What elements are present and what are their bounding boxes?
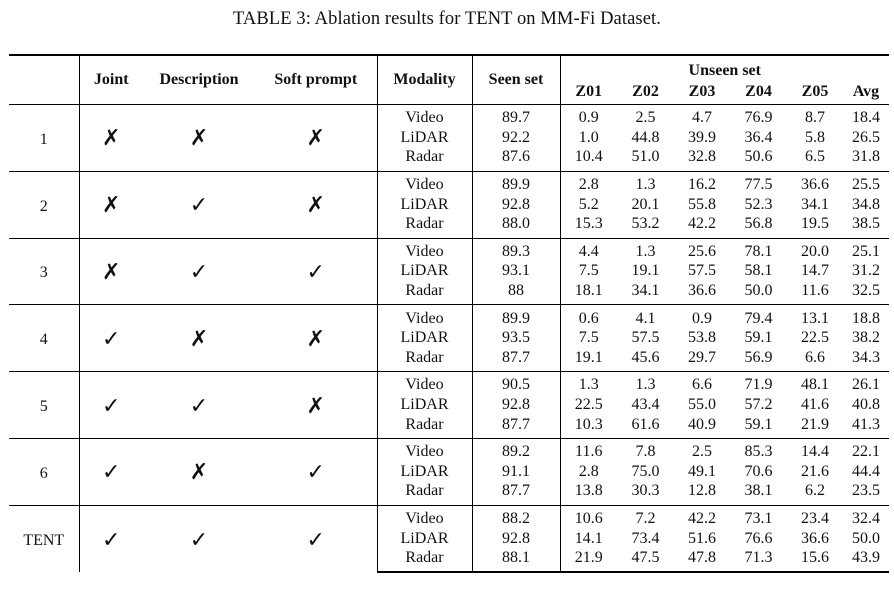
seen-cell: 93.5: [472, 328, 560, 348]
ablation-table: [9, 54, 889, 573]
z05-cell: 48.1: [787, 372, 843, 395]
z02-cell: 1.3: [617, 372, 674, 395]
z04-cell: 71.3: [730, 548, 787, 573]
z02-cell: 20.1: [631, 195, 660, 213]
table-header: [9, 55, 889, 105]
z01-cell: 0.9: [560, 105, 617, 128]
config-group-6: [9, 438, 889, 505]
seen-cell: 91.1: [472, 462, 560, 482]
modality-cell: Video: [377, 105, 472, 128]
seen-cell: 93.1: [472, 261, 560, 281]
seen-cell: 88.2: [472, 505, 560, 528]
config-label: TENT: [9, 505, 79, 572]
seen-cell: 87.7: [472, 481, 560, 505]
config-label: 2: [9, 171, 79, 238]
z05-cell: 6.2: [805, 482, 825, 500]
joint-mark: ✓: [79, 305, 143, 372]
z03-cell: 36.6: [688, 282, 716, 300]
modality-cell: LiDAR: [377, 194, 472, 214]
seen-cell: 89.3: [472, 238, 560, 261]
modality-cell: LiDAR: [377, 328, 472, 348]
z03-cell: 47.8: [674, 548, 730, 573]
avg-cell: 31.2: [852, 262, 880, 280]
z04-cell: 57.2: [744, 396, 773, 414]
avg-cell: 26.1: [843, 372, 889, 395]
config-group-1: [9, 105, 889, 172]
z02-cell: 51.0: [631, 148, 660, 166]
z02-cell: 1.3: [617, 238, 674, 261]
header-modality: Modality: [377, 55, 472, 105]
seen-cell: 89.9: [472, 305, 560, 328]
z03-cell: 0.9: [674, 305, 730, 328]
z03-cell: 4.7: [674, 105, 730, 128]
header-z02: Z02: [632, 83, 659, 100]
z03-cell: 32.8: [688, 148, 716, 166]
soft-prompt-mark: ✓: [255, 505, 377, 572]
z05-cell: 5.8: [805, 128, 825, 146]
seen-cell: 87.6: [472, 147, 560, 171]
config-label: 3: [9, 238, 79, 305]
z03-cell: 39.9: [688, 128, 716, 146]
config-label: 1: [9, 105, 79, 172]
z01-cell: 7.5: [578, 262, 599, 280]
avg-cell: 22.1: [843, 438, 889, 461]
joint-mark: ✓: [79, 438, 143, 505]
z05-cell: 8.7: [787, 105, 843, 128]
modality-cell: LiDAR: [377, 528, 472, 548]
z01-cell: 1.3: [560, 372, 617, 395]
table-row: [9, 305, 889, 328]
z01-cell: 5.2: [578, 195, 599, 213]
header-joint: Joint: [79, 55, 143, 105]
z03-cell: 16.2: [674, 171, 730, 194]
seen-cell: 92.8: [472, 194, 560, 214]
modality-cell: Radar: [377, 147, 472, 171]
avg-cell: 25.5: [843, 171, 889, 194]
description-mark: ✓: [143, 372, 255, 439]
joint-mark: ✗: [79, 238, 143, 305]
z04-cell: 85.3: [730, 438, 787, 461]
avg-cell: 44.4: [852, 462, 880, 480]
soft-prompt-mark: ✗: [255, 171, 377, 238]
z02-cell: 44.8: [631, 128, 660, 146]
z03-cell: 25.6: [674, 238, 730, 261]
z01-cell: 14.1: [574, 529, 603, 547]
z03-cell: 40.9: [688, 415, 716, 433]
soft-prompt-mark: ✗: [255, 372, 377, 439]
header-z03: Z03: [688, 83, 716, 100]
z03-cell: 12.8: [688, 482, 716, 500]
modality-cell: Video: [377, 171, 472, 194]
z01-cell: 22.5: [574, 396, 603, 414]
z05-cell: 13.1: [787, 305, 843, 328]
seen-cell: 88: [472, 281, 560, 305]
z01-cell: 10.6: [560, 505, 617, 528]
table-row: [9, 372, 889, 395]
avg-cell: 50.0: [852, 529, 880, 547]
seen-cell: 88.1: [472, 548, 560, 573]
z05-cell: 19.5: [801, 215, 829, 233]
config-group-5: [9, 372, 889, 439]
z04-cell: 38.1: [744, 482, 773, 500]
z04-cell: 78.1: [730, 238, 787, 261]
z04-cell: 76.6: [744, 529, 773, 547]
z04-cell: 50.6: [744, 148, 773, 166]
seen-cell: 92.8: [472, 528, 560, 548]
header-config-corner: [9, 55, 79, 105]
header-soft-prompt: Soft prompt: [255, 55, 377, 105]
z01-cell: 4.4: [560, 238, 617, 261]
z04-cell: 77.5: [730, 171, 787, 194]
seen-cell: 90.5: [472, 372, 560, 395]
seen-cell: 89.2: [472, 438, 560, 461]
z04-cell: 59.1: [744, 415, 773, 433]
z02-cell: 61.6: [631, 415, 660, 433]
z05-cell: 14.4: [787, 438, 843, 461]
modality-cell: Radar: [377, 414, 472, 438]
seen-cell: 92.8: [472, 395, 560, 415]
z02-cell: 7.2: [617, 505, 674, 528]
table-row: [9, 238, 889, 261]
avg-cell: 31.8: [852, 148, 880, 166]
z05-cell: 11.6: [801, 282, 829, 300]
z01-cell: 21.9: [560, 548, 617, 573]
z01-cell: 10.4: [574, 148, 603, 166]
config-label: 5: [9, 372, 79, 439]
z02-cell: 47.5: [617, 548, 674, 573]
config-group-3: [9, 238, 889, 305]
z04-cell: 56.8: [744, 215, 773, 233]
avg-cell: 18.8: [843, 305, 889, 328]
z02-cell: 43.4: [631, 396, 660, 414]
modality-cell: Video: [377, 505, 472, 528]
z01-cell: 11.6: [560, 438, 617, 461]
seen-cell: 89.7: [472, 105, 560, 128]
z04-cell: 70.6: [744, 462, 773, 480]
z04-cell: 73.1: [730, 505, 787, 528]
header-unseen-set: Unseen set: [560, 55, 889, 80]
z04-cell: 36.4: [744, 128, 773, 146]
table-row: [9, 171, 889, 194]
avg-cell: 34.8: [852, 195, 880, 213]
header-avg: Avg: [852, 83, 880, 100]
z03-cell: 49.1: [688, 462, 716, 480]
z02-cell: 4.1: [617, 305, 674, 328]
z05-cell: 6.5: [805, 148, 825, 166]
avg-cell: 23.5: [852, 482, 880, 500]
modality-cell: LiDAR: [377, 395, 472, 415]
config-group-tent: [9, 505, 889, 572]
table-row: [9, 438, 889, 461]
z05-cell: 22.5: [801, 329, 829, 347]
z03-cell: 51.6: [688, 529, 716, 547]
z03-cell: 6.6: [674, 372, 730, 395]
z02-cell: 73.4: [631, 529, 660, 547]
header-z04: Z04: [745, 83, 772, 100]
table-caption: TABLE 3: Ablation results for TENT on MM-Fi Dataset.: [233, 9, 661, 29]
modality-cell: Video: [377, 305, 472, 328]
z03-cell: 29.7: [688, 348, 716, 366]
z05-cell: 20.0: [787, 238, 843, 261]
z01-cell: 10.3: [574, 415, 603, 433]
z03-cell: 57.5: [688, 262, 716, 280]
avg-cell: 18.4: [843, 105, 889, 128]
z05-cell: 21.9: [801, 415, 829, 433]
soft-prompt-mark: ✗: [255, 105, 377, 172]
z01-cell: 2.8: [578, 462, 599, 480]
description-mark: ✓: [143, 171, 255, 238]
modality-cell: Radar: [377, 348, 472, 372]
joint-mark: ✓: [79, 505, 143, 572]
z02-cell: 30.3: [631, 482, 660, 500]
avg-cell: 41.3: [852, 415, 880, 433]
z05-cell: 34.1: [801, 195, 829, 213]
seen-cell: 87.7: [472, 348, 560, 372]
z04-cell: 58.1: [744, 262, 773, 280]
config-label: 4: [9, 305, 79, 372]
z01-cell: 19.1: [574, 348, 603, 366]
z03-cell: 55.0: [688, 396, 716, 414]
z03-cell: 2.5: [674, 438, 730, 461]
header-description: Description: [143, 55, 255, 105]
z03-cell: 55.8: [688, 195, 716, 213]
z04-cell: 56.9: [744, 348, 773, 366]
modality-cell: Video: [377, 372, 472, 395]
z02-cell: 75.0: [631, 462, 660, 480]
joint-mark: ✓: [79, 372, 143, 439]
description-mark: ✗: [143, 105, 255, 172]
z04-cell: 50.0: [744, 282, 773, 300]
modality-cell: Video: [377, 238, 472, 261]
avg-cell: 26.5: [852, 128, 880, 146]
config-label: 6: [9, 438, 79, 505]
avg-cell: 40.8: [852, 396, 880, 414]
table-row: [9, 505, 889, 528]
config-group-4: [9, 305, 889, 372]
avg-cell: 38.5: [852, 215, 880, 233]
header-z01: Z01: [575, 83, 603, 100]
z05-cell: 21.6: [801, 462, 829, 480]
avg-cell: 25.1: [843, 238, 889, 261]
z01-cell: 18.1: [574, 282, 603, 300]
modality-cell: Video: [377, 438, 472, 461]
z01-cell: 0.6: [560, 305, 617, 328]
z04-cell: 79.4: [730, 305, 787, 328]
avg-cell: 32.5: [852, 282, 880, 300]
z05-cell: 36.6: [801, 529, 829, 547]
z01-cell: 2.8: [560, 171, 617, 194]
z03-cell: 53.8: [688, 329, 716, 347]
header-z05: Z05: [801, 83, 829, 100]
soft-prompt-mark: ✓: [255, 238, 377, 305]
z05-cell: 15.6: [787, 548, 843, 573]
z03-cell: 42.2: [688, 215, 716, 233]
description-mark: ✗: [143, 438, 255, 505]
z02-cell: 53.2: [631, 215, 660, 233]
seen-cell: 92.2: [472, 128, 560, 148]
z02-cell: 2.5: [617, 105, 674, 128]
modality-cell: Radar: [377, 481, 472, 505]
description-mark: ✓: [143, 505, 255, 572]
modality-cell: LiDAR: [377, 261, 472, 281]
seen-cell: 89.9: [472, 171, 560, 194]
z04-cell: 59.1: [744, 329, 773, 347]
avg-cell: 32.4: [843, 505, 889, 528]
avg-cell: 38.2: [852, 329, 880, 347]
modality-cell: LiDAR: [377, 128, 472, 148]
z05-cell: 23.4: [787, 505, 843, 528]
z02-cell: 1.3: [617, 171, 674, 194]
soft-prompt-mark: ✗: [255, 305, 377, 372]
z02-cell: 19.1: [631, 262, 660, 280]
z01-cell: 1.0: [578, 128, 599, 146]
joint-mark: ✗: [79, 105, 143, 172]
z02-cell: 34.1: [631, 282, 660, 300]
z05-cell: 36.6: [787, 171, 843, 194]
z01-cell: 15.3: [574, 215, 603, 233]
modality-cell: Radar: [377, 214, 472, 238]
description-mark: ✓: [143, 238, 255, 305]
z04-cell: 52.3: [744, 195, 773, 213]
table-row: [9, 105, 889, 128]
z02-cell: 57.5: [631, 329, 660, 347]
z04-cell: 76.9: [730, 105, 787, 128]
description-mark: ✗: [143, 305, 255, 372]
z05-cell: 6.6: [805, 348, 825, 366]
modality-cell: Radar: [377, 548, 472, 573]
z05-cell: 41.6: [801, 396, 829, 414]
avg-cell: 43.9: [843, 548, 889, 573]
config-group-2: [9, 171, 889, 238]
modality-cell: Radar: [377, 281, 472, 305]
z01-cell: 13.8: [574, 482, 603, 500]
seen-cell: 88.0: [472, 214, 560, 238]
modality-cell: LiDAR: [377, 462, 472, 482]
z02-cell: 7.8: [617, 438, 674, 461]
avg-cell: 34.3: [852, 348, 880, 366]
z04-cell: 71.9: [730, 372, 787, 395]
seen-cell: 87.7: [472, 414, 560, 438]
z02-cell: 45.6: [631, 348, 660, 366]
joint-mark: ✗: [79, 171, 143, 238]
z01-cell: 7.5: [578, 329, 599, 347]
header-seen-set: Seen set: [472, 55, 560, 105]
z05-cell: 14.7: [801, 262, 829, 280]
soft-prompt-mark: ✓: [255, 438, 377, 505]
z03-cell: 42.2: [674, 505, 730, 528]
